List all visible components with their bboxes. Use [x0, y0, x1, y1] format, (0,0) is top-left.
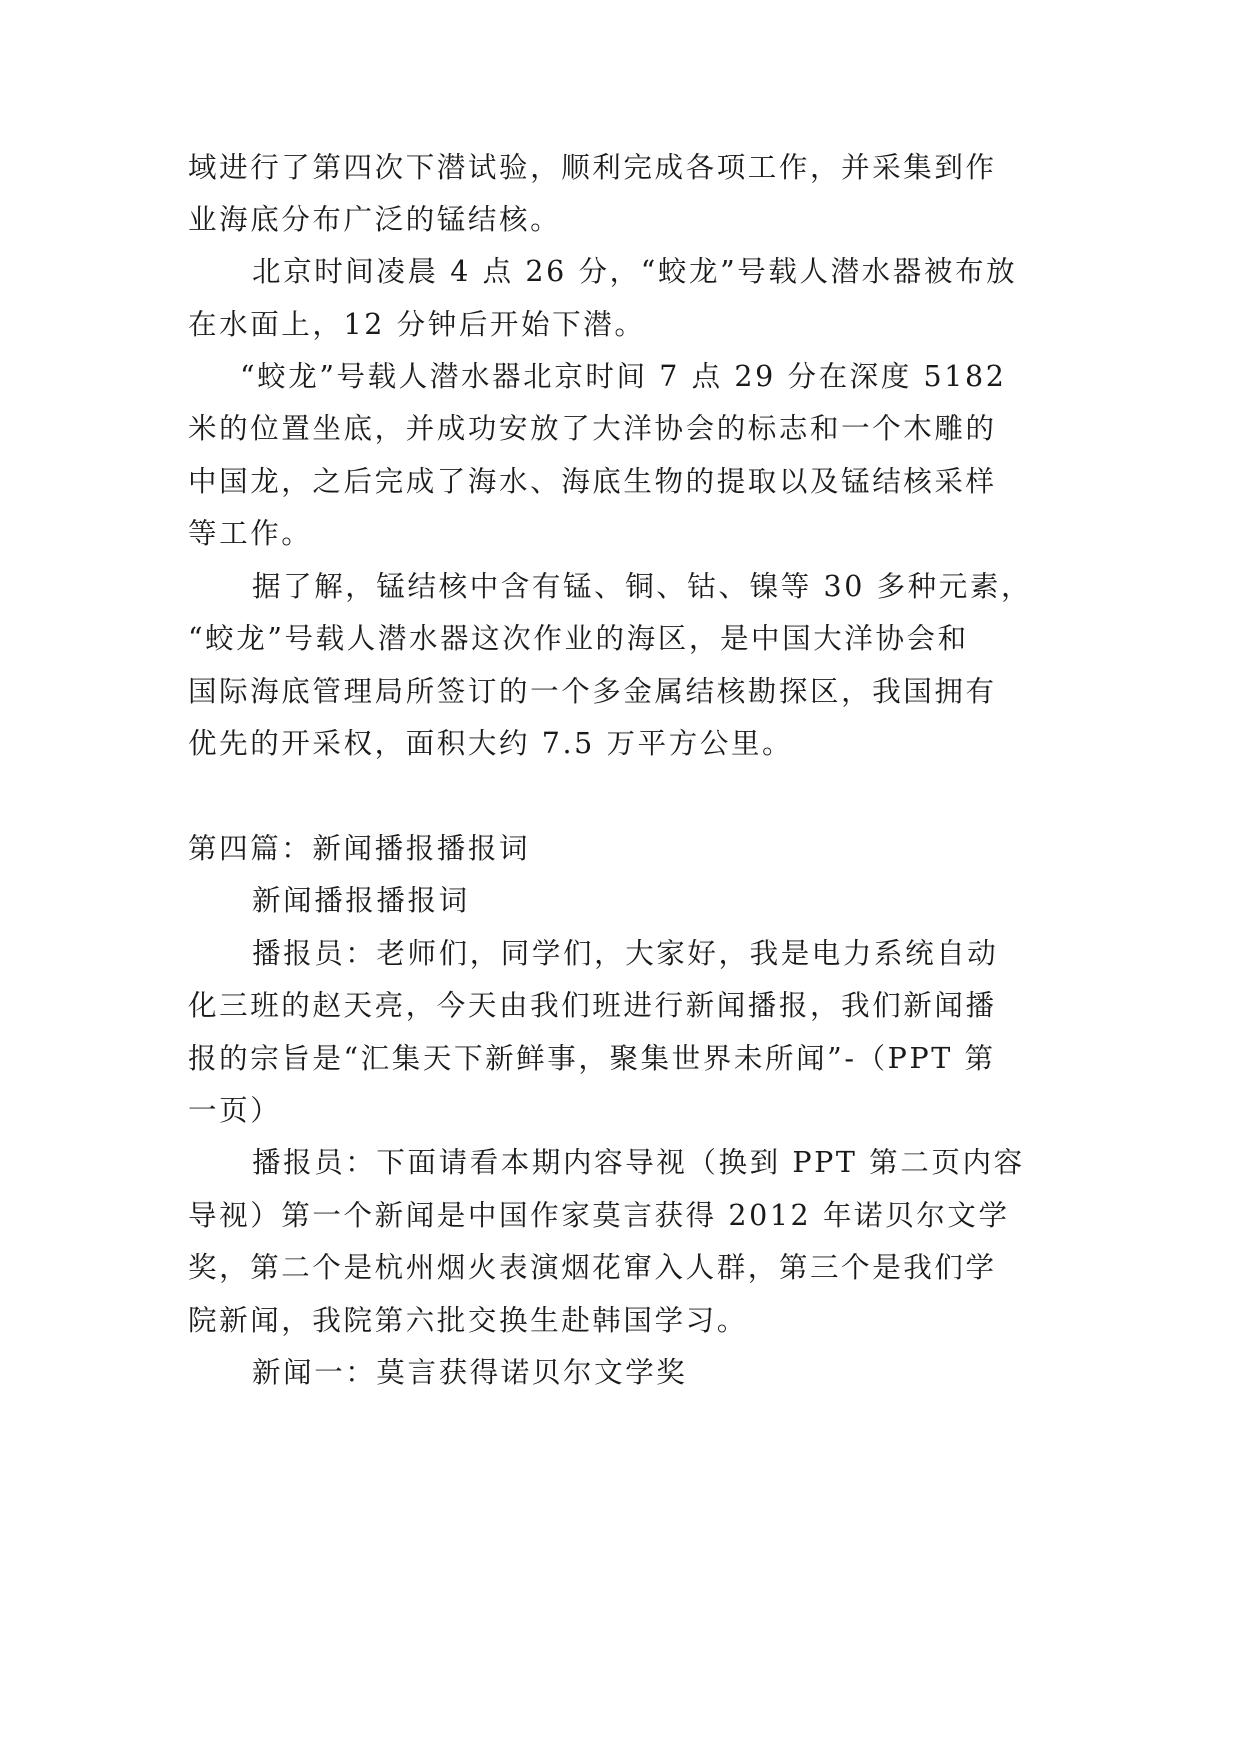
paragraph-line: 播报员：老师们，同学们，大家好，我是电力系统自动 [252, 937, 999, 970]
paragraph-line: 在水面上，12 分钟后开始下潜。 [188, 308, 646, 341]
paragraph-line: 中国龙，之后完成了海水、海底生物的提取以及锰结核采样 [188, 465, 997, 498]
paragraph-line: 域进行了第四次下潜试验，顺利完成各项工作，并采集到作 [188, 151, 997, 184]
section-heading: 第四篇：新闻播报播报词 [188, 832, 531, 865]
paragraph-line: 院新闻，我院第六批交换生赴韩国学习。 [188, 1304, 748, 1337]
paragraph-line: 米的位置坐底，并成功安放了大洋协会的标志和一个木雕的 [188, 412, 997, 445]
section-subheading: 新闻播报播报词 [252, 884, 470, 917]
paragraph-line: 一页） [188, 1094, 282, 1127]
paragraph-line: 化三班的赵天亮，今天由我们班进行新闻播报，我们新闻播 [188, 989, 997, 1022]
paragraph-line: 业海底分布广泛的锰结核。 [188, 203, 562, 236]
paragraph-line: 据了解，锰结核中含有锰、铜、钴、镍等 30 多种元素， [252, 570, 1033, 603]
paragraph-line: 奖，第二个是杭州烟火表演烟花窜入人群，第三个是我们学 [188, 1251, 997, 1284]
paragraph-line: “蛟龙”号载人潜水器这次作业的海区，是中国大洋协会和 [188, 622, 969, 655]
paragraph-line: 优先的开采权，面积大约 7.5 万平方公里。 [188, 727, 794, 760]
paragraph-line: 导视）第一个新闻是中国作家莫言获得 2012 年诺贝尔文学 [188, 1199, 1010, 1232]
paragraph-line: 播报员：下面请看本期内容导视（换到 PPT 第二页内容 [252, 1146, 1025, 1179]
paragraph-line: 等工作。 [188, 517, 313, 550]
paragraph-line: 北京时间凌晨 4 点 26 分，“蛟龙”号载人潜水器被布放 [252, 255, 1018, 288]
paragraph-line: 新闻一：莫言获得诺贝尔文学奖 [252, 1356, 688, 1389]
paragraph-line: “蛟龙”号载人潜水器北京时间 7 点 29 分在深度 5182 [240, 360, 1007, 393]
paragraph-line: 报的宗旨是“汇集天下新鲜事，聚集世界未所闻”-（PPT 第 [188, 1042, 996, 1075]
paragraph-line: 国际海底管理局所签订的一个多金属结核勘探区，我国拥有 [188, 675, 997, 708]
